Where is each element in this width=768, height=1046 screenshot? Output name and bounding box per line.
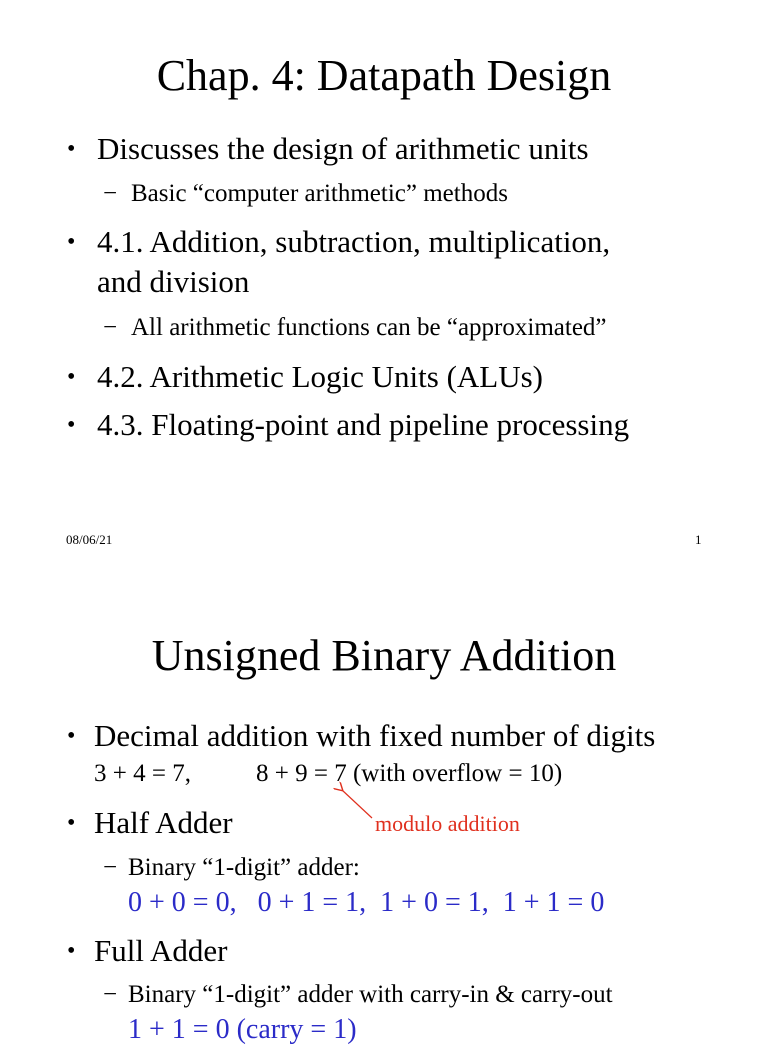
slide1-bullet-4: 4.3. Floating-point and pipeline processing bbox=[97, 407, 630, 442]
bullet-dot: • bbox=[67, 723, 76, 749]
decimal-example-b: 8 + 9 = 7 (with overflow = 10) bbox=[256, 760, 563, 787]
modulo-annotation: modulo addition bbox=[375, 811, 520, 836]
dash: − bbox=[103, 854, 118, 881]
slide2-title: Unsigned Binary Addition bbox=[151, 631, 617, 680]
slide2-bullet-3: Full Adder bbox=[94, 933, 228, 968]
decimal-example-a: 3 + 4 = 7, bbox=[94, 760, 191, 787]
page-number: 1 bbox=[695, 532, 702, 547]
slide2-bullet-2: Half Adder bbox=[94, 805, 233, 840]
slide1-subbullet-1: Basic “computer arithmetic” methods bbox=[131, 180, 508, 207]
half-adder-table: 0 + 0 = 0, 0 + 1 = 1, 1 + 0 = 1, 1 + 1 = 0 bbox=[128, 887, 605, 918]
bullet-dot: • bbox=[67, 136, 76, 162]
slide1-bullet-2: 4.1. Addition, subtraction, multiplication, bbox=[97, 224, 611, 259]
footer-date: 08/06/21 bbox=[66, 532, 113, 547]
dash: − bbox=[103, 981, 118, 1008]
slide1-bullet-2-cont: and division bbox=[97, 264, 250, 299]
slide2-bullet-1: Decimal addition with fixed number of digits bbox=[94, 718, 656, 753]
bullet-dot: • bbox=[67, 229, 76, 255]
bullet-dot: • bbox=[67, 364, 76, 390]
bullet-dot: • bbox=[67, 810, 76, 836]
slide2-subbullet-1: Binary “1-digit” adder: bbox=[128, 854, 360, 881]
dash: − bbox=[103, 180, 118, 207]
bullet-dot: • bbox=[67, 938, 76, 964]
bullet-dot: • bbox=[67, 412, 76, 438]
full-adder-example: 1 + 1 = 0 (carry = 1) bbox=[128, 1014, 357, 1045]
slide1-subbullet-2: All arithmetic functions can be “approximated” bbox=[131, 314, 607, 341]
slide2-subbullet-2: Binary “1-digit” adder with carry-in & carry-out bbox=[128, 981, 613, 1008]
slide1-bullet-3: 4.2. Arithmetic Logic Units (ALUs) bbox=[97, 359, 543, 394]
slide1-bullet-1: Discusses the design of arithmetic units bbox=[97, 131, 589, 166]
dash: − bbox=[103, 314, 118, 341]
slide1-title: Chap. 4: Datapath Design bbox=[156, 51, 612, 100]
